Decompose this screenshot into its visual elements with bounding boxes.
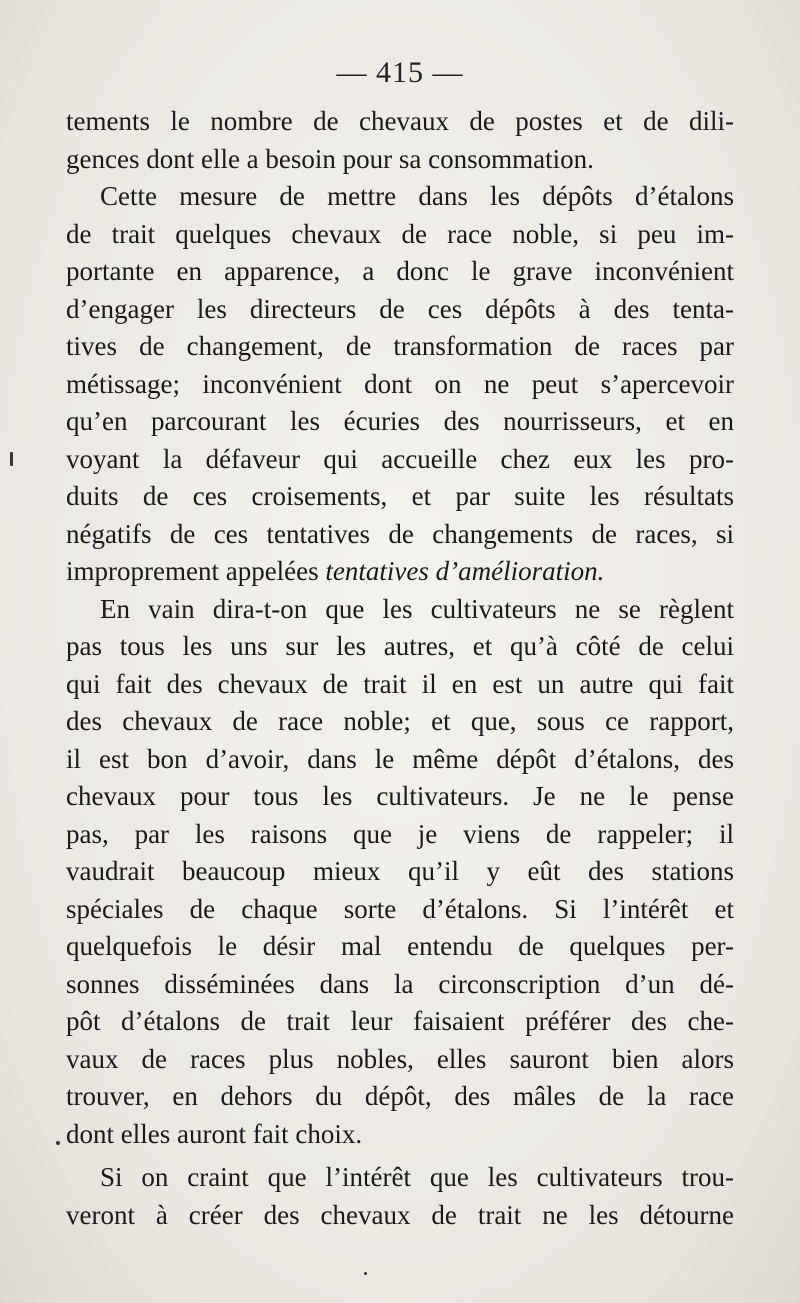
paragraph-3 — [66, 591, 734, 1154]
text-line: Si on craint que l’intérêt que les cultivateurs trou- — [100, 1162, 734, 1192]
text-line: pas, par les raisons que je viens de rappeler; il — [66, 818, 734, 849]
text-line: sonnes disséminées dans la circonscription d’un dé- — [66, 968, 734, 999]
text-line-with-italic — [66, 553, 734, 591]
text-line: En vain dira-t-on que les cultivateurs ne se règlent — [100, 593, 734, 624]
text-line: vaudrait beaucoup mieux qu’il y eût des stations — [66, 856, 734, 886]
text-line: négatifs de ces tentatives de changements de races, si — [66, 518, 734, 549]
paragraph-1 — [66, 103, 734, 178]
text-line: veront à créer des chevaux de trait ne les détourne — [66, 1199, 734, 1230]
text-line: tements le nombre de chevaux de postes et de dili- — [66, 106, 734, 136]
ink-speck — [364, 1272, 367, 1275]
text-line: pas tous les uns sur les autres, et qu’à côté de celui — [66, 631, 734, 661]
paragraph-4 — [66, 1159, 734, 1234]
paragraph-2 — [66, 178, 734, 591]
text-line: portante en apparence, a donc le grave inconvénient — [66, 256, 734, 286]
text-line: d’engager les directeurs de ces dépôts à des tenta- — [66, 293, 734, 324]
text-line: tives de changement, de transformation de races par — [66, 331, 734, 361]
text-line: métissage; inconvénient dont on ne peut s’apercevoir — [66, 368, 734, 399]
text-line: des chevaux de race noble; et que, sous ce rapport, — [66, 706, 734, 736]
text-line: de trait quelques chevaux de race noble, si peu im- — [66, 218, 734, 249]
text-line: Cette mesure de mettre dans les dépôts d’étalons — [100, 181, 734, 211]
body-text — [66, 103, 734, 1234]
plain-text: improprement appelées — [66, 556, 326, 586]
ink-speck — [56, 1141, 60, 1145]
italic-text: tentatives d’amélioration. — [325, 556, 605, 586]
text-line: il est bon d’avoir, dans le même dépôt d’étalons, des — [66, 743, 734, 774]
page-number: — 415 — — [336, 56, 464, 89]
text-line: duits de ces croisements, et par suite les résultats — [66, 481, 734, 511]
ink-speck — [10, 452, 13, 466]
text-line: qu’en parcourant les écuries des nourrisseurs, et en — [66, 406, 734, 436]
text-line: chevaux pour tous les cultivateurs. Je ne le pense — [66, 781, 734, 811]
text-line: vaux de races plus nobles, elles sauront bien alors — [66, 1043, 734, 1074]
text-line: qui fait des chevaux de trait il en est un autre qui fait — [66, 668, 734, 699]
text-line: trouver, en dehors du dépôt, des mâles de la race — [66, 1081, 734, 1111]
text-line: quelquefois le désir mal entendu de quelques per- — [66, 931, 734, 961]
text-line: pôt d’étalons de trait leur faisaient préférer des che- — [66, 1006, 734, 1036]
text-line: gences dont elle a besoin pour sa consommation. — [66, 143, 594, 174]
text-line: dont elles auront fait choix. — [66, 1118, 363, 1149]
text-line: spéciales de chaque sorte d’étalons. Si l’intérêt et — [66, 893, 734, 924]
text-line: voyant la défaveur qui accueille chez eux les pro- — [66, 443, 734, 474]
